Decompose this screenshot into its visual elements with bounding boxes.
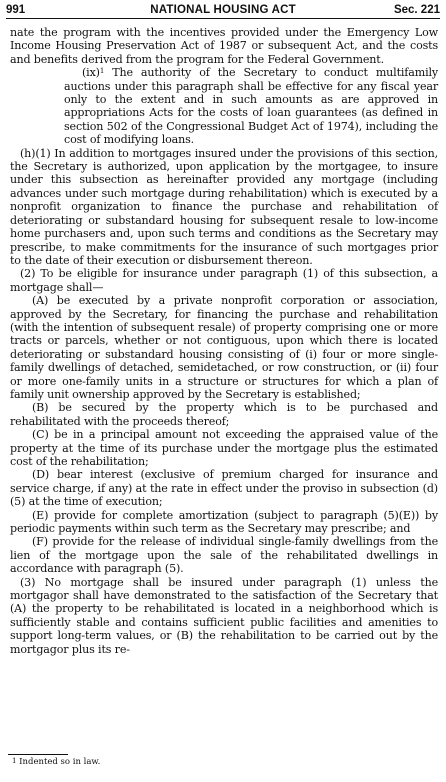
clause-a: (A) be executed by a private nonprofit corporation or association, approved by the Secretary, for financing the purchase and rehabilitation (with the intention of subsequent resale) of property comprising one or more tracts or parcels, whether or not contiguous, upon which there is located deteriorating or substandard housing consisting of (i) four or more single-family dwellings of detached, semidetached, or row construction, or (ii) four or more one-family units in a structure or structures for which a plan of family unit ownership approved by the Secretary is established; <box>10 294 438 401</box>
page-number: 991 <box>6 4 26 16</box>
clause-label: (ix) <box>82 66 100 80</box>
footnote-marker: 1 <box>12 757 17 765</box>
footnote-text: Indented so in law. <box>19 757 101 767</box>
clause-b: (B) be secured by the property which is to be purchased and rehabilitated with the proceeds thereof; <box>10 401 438 428</box>
clause-text: The authority of the Secretary to conduct multifamily auctions under this paragraph shall be effective for any fiscal year only to the extent and in such amounts as are approved in appropriations Acts for the costs of loan guarantees (as defined in section 502 of the Congressional Budget Act of 1974), including the cost of modifying loans. <box>64 66 438 147</box>
paragraph-h3: (3) No mortgage shall be insured under paragraph (1) unless the mortgagor shall have demonstrated to the satisfaction of the Secretary that (A) the property to be rehabilitated is located in a neighborhood which is sufficiently stable and contains sufficient public facilities and amenities to support long-term values, or (B) the rehabilitation to be carried out by the mortgagor plus its re- <box>10 575 438 656</box>
running-header <box>6 2 440 18</box>
footnote-rule <box>8 754 68 755</box>
paragraph-h1: (h)(1) In addition to mortgages insured under the provisions of this section, the Secretary is authorized, upon application by the mortgagee, to insure under this subsection as hereinafter provided any mortgage (including advances under such mortgage during rehabilitation) which is executed by a nonprofit organization to finance the purchase and rehabilitation of deteriorating or substandard housing for subsequent resale to low-income home purchasers and, upon such terms and conditions as the Secretary may prescribe, to make commitments for the insurance of such mortgages prior to the date of their execution or disbursement thereon. <box>10 146 438 267</box>
document-body <box>10 26 438 656</box>
paragraph-continuation: nate the program with the incentives provided under the Emergency Low Income Housing Preservation Act of 1987 or subsequent Act, and the costs and benefits derived from the program for the Federal Government. <box>10 26 438 66</box>
clause-d: (D) bear interest (exclusive of premium charged for insurance and service charge, if any) at the rate in effect under the proviso in subsection (d)(5) at the time of execution; <box>10 468 438 509</box>
clause-c: (C) be in a principal amount not exceeding the appraised value of the property at the time of its purchase under the mortgage plus the estimated cost of the rehabilitation; <box>10 428 438 468</box>
section-number: Sec. 221 <box>393 4 440 16</box>
paragraph-ix <box>64 66 438 146</box>
footnote <box>12 757 100 768</box>
paragraph-h2: (2) To be eligible for insurance under paragraph (1) of this subsection, a mortgage shall— <box>10 267 438 294</box>
clause-f: (F) provide for the release of individual single-family dwellings from the lien of the mortgage upon the sale of the rehabilitated dwellings in accordance with paragraph (5). <box>10 535 438 576</box>
running-title: NATIONAL HOUSING ACT <box>150 4 296 16</box>
footnote-ref: 1 <box>99 67 105 76</box>
header-rule <box>6 18 440 19</box>
clause-e: (E) provide for complete amortization (subject to paragraph (5)(E)) by periodic payments within such term as the Secretary may prescribe; and <box>10 508 438 536</box>
